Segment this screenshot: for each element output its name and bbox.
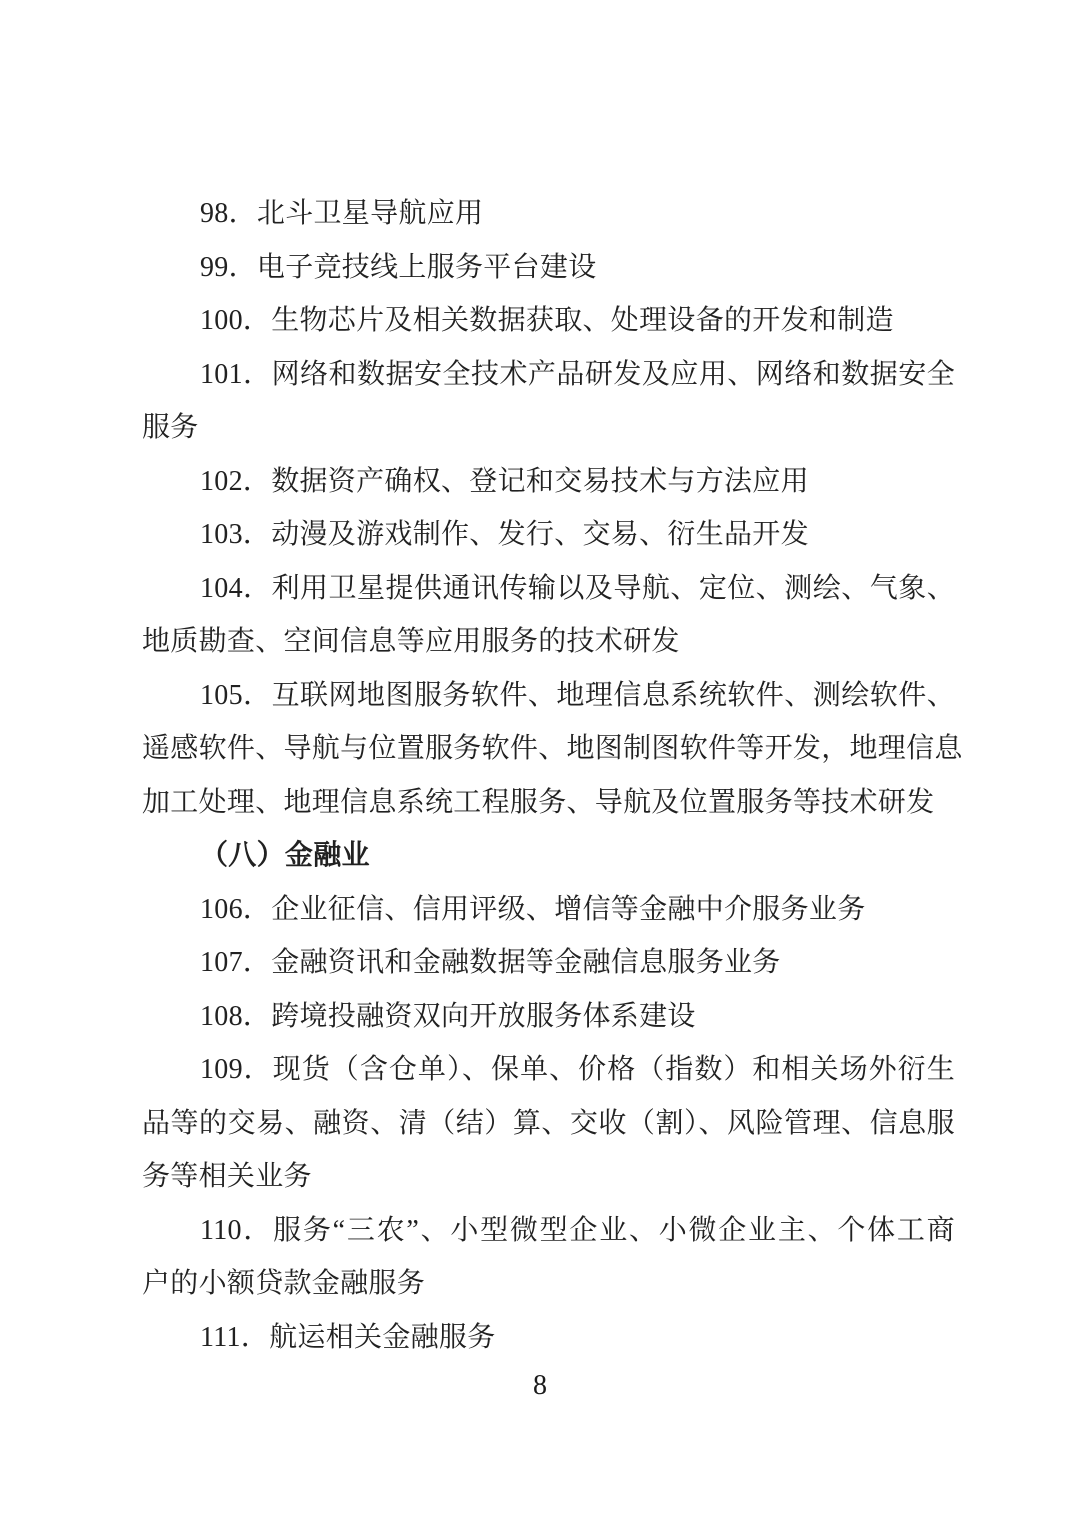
text-line: 地质勘查、空间信息等应用服务的技术研发 — [142, 626, 680, 657]
text-line: 106．企业征信、信用评级、增信等金融中介服务业务 — [200, 893, 866, 925]
text-line: （八）金融业 — [200, 840, 370, 871]
list-item — [142, 241, 955, 295]
list-item — [142, 1043, 955, 1204]
list-item — [142, 187, 955, 241]
list-item — [142, 990, 955, 1044]
list-item — [142, 562, 955, 669]
text-line: 遥感软件、导航与位置服务软件、地图制图软件等开发，地理信息 — [142, 733, 963, 764]
text-line: 99．电子竞技线上服务平台建设 — [200, 251, 597, 283]
text-line: 务等相关业务 — [142, 1161, 312, 1192]
text-line: 品等的交易、融资、清（结）算、交收（割）、风险管理、信息服 — [142, 1107, 955, 1139]
page-number: 8 — [533, 1370, 547, 1401]
text-line: 109．现货（含仓单）、保单、价格（指数）和相关场外衍生 — [200, 1054, 955, 1085]
list-item — [142, 883, 955, 937]
text-line: 加工处理、地理信息系统工程服务、导航及位置服务等技术研发 — [142, 786, 935, 818]
text-line: 户的小额贷款金融服务 — [142, 1268, 426, 1299]
document-body — [142, 187, 963, 1364]
list-item — [142, 455, 955, 509]
text-line: 102．数据资产确权、登记和交易技术与方法应用 — [200, 465, 809, 497]
text-line: 107．金融资讯和金融数据等金融信息服务业务 — [200, 947, 781, 978]
text-line: 98．北斗卫星导航应用 — [200, 198, 484, 229]
list-item — [142, 936, 955, 990]
text-line: 服务 — [142, 412, 199, 443]
list-item — [142, 1311, 955, 1365]
section-heading — [142, 829, 955, 883]
text-line: 105．互联网地图服务软件、地理信息系统软件、测绘软件、 — [200, 679, 955, 711]
list-item — [142, 1204, 955, 1311]
text-line: 101．网络和数据安全技术产品研发及应用、网络和数据安全 — [200, 358, 955, 390]
list-item — [142, 508, 955, 562]
text-line: 103．动漫及游戏制作、发行、交易、衍生品开发 — [200, 519, 809, 550]
list-item — [142, 348, 955, 455]
list-item — [142, 669, 963, 830]
list-item — [142, 294, 955, 348]
text-line: 100．生物芯片及相关数据获取、处理设备的开发和制造 — [200, 305, 894, 336]
text-line: 104．利用卫星提供通讯传输以及导航、定位、测绘、气象、 — [200, 572, 955, 604]
text-line: 110．服务“三农”、小型微型企业、小微企业主、个体工商 — [200, 1214, 955, 1246]
text-line: 108．跨境投融资双向开放服务体系建设 — [200, 1000, 696, 1032]
text-line: 111．航运相关金融服务 — [200, 1321, 496, 1353]
